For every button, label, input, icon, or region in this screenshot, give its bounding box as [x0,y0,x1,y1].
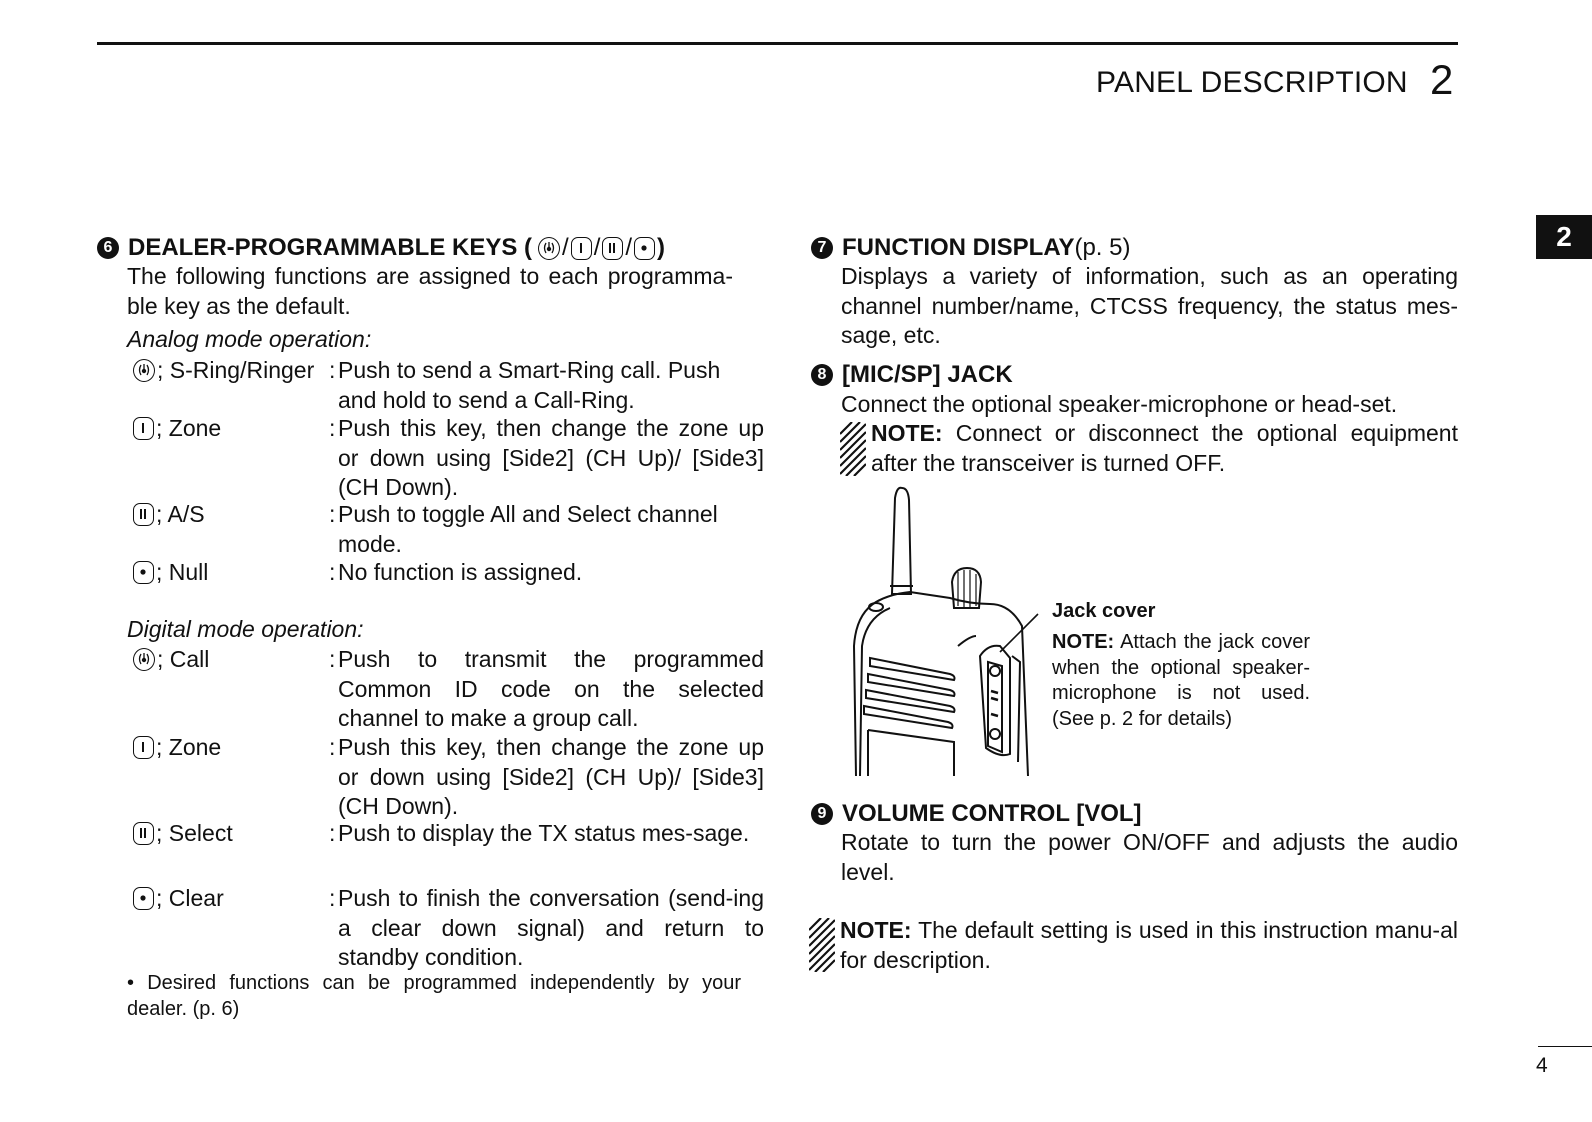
section-9-heading [811,800,1142,828]
section-6-title-end: ) [657,234,666,261]
analog-heading: Analog mode operation: [127,326,372,352]
key-ii-icon [133,822,154,845]
key-label [131,819,233,849]
ring-key-icon [538,237,560,260]
analog-label: ; Zone [156,415,222,441]
key-label [131,733,221,763]
key-i-icon [133,417,154,440]
transceiver-illustration [850,486,1060,776]
digital-label: ; Zone [156,734,222,760]
jack-cover-callout-note [1052,630,1310,732]
section-7-title: FUNCTION DISPLAY [842,234,1075,261]
key-label [131,500,205,530]
digital-row-clear [131,884,771,974]
section-6-title: DEALER-PROGRAMMABLE KEYS ( [128,234,533,261]
analog-desc: No function is assigned. [338,559,583,585]
section-7-heading [811,234,1130,262]
section-9-number: 9 [811,803,833,825]
key-label [131,356,314,386]
colon: : [329,357,336,383]
final-note [840,916,1458,975]
key-ii-icon [602,237,623,260]
key-separator: / [625,234,633,261]
section-7-number: 7 [811,237,833,259]
footer-rule [1538,1046,1592,1047]
chapter-side-tab: 2 [1536,215,1592,259]
analog-desc: Push this key, then change the zone up or down using [Side2] (CH Up)/ [Side3] (CH Down). [338,415,764,500]
note-text: Attach the jack cover when the optional speaker-microphone is not used. (See p. 2 for details) [1052,631,1310,730]
analog-label: ; A/S [156,501,205,527]
analog-desc: Push to send a Smart-Ring call. Push and hold to send a Call-Ring. [338,357,721,413]
key-ii-icon [133,503,154,526]
digital-label: ; Call [157,646,210,672]
key-dot-icon [634,237,655,260]
key-label [131,414,221,444]
colon: : [329,646,336,672]
colon: : [329,501,336,527]
digital-desc: Push this key, then change the zone up or down using [Side2] (CH Up)/ [Side3] (CH Down). [338,734,764,819]
key-dot-icon [133,561,154,584]
key-separator: / [593,234,601,261]
section-8-body: Connect the optional speaker-microphone or head-set. [841,391,1398,417]
digital-heading: Digital mode operation: [127,616,364,642]
colon: : [329,734,336,760]
note-text: Connect or disconnect the optional equipment after the transceiver is turned OFF. [871,420,1458,476]
section-8-note [871,419,1458,478]
note-text: The default setting is used in this instruction manu-al for description. [840,917,1458,973]
analog-row-sring [131,356,771,416]
analog-row-null [131,558,771,588]
analog-label: ; S-Ring/Ringer [157,357,315,383]
colon: : [329,415,336,441]
key-label [131,884,224,914]
header-rule [97,42,1458,45]
analog-row-as [131,500,771,560]
note-hatch-icon [809,918,835,972]
section-7-body: Displays a variety of information, such as an operating channel number/name, CTCSS frequency, the status mes-sage, etc. [841,263,1458,348]
key-dot-icon [133,887,154,910]
section-7-page-ref: (p. 5) [1074,234,1131,261]
section-8-number: 8 [811,364,833,386]
ring-key-icon [133,648,155,671]
key-i-icon [133,736,154,759]
ring-key-icon [133,359,155,382]
page-header-title: PANEL DESCRIPTION [1096,66,1408,99]
note-label: NOTE: [871,420,943,446]
key-label [131,645,209,675]
note-hatch-icon [840,422,866,476]
colon: : [329,820,336,846]
note-label: NOTE: [1052,631,1115,653]
digital-row-zone [131,733,771,823]
section-8-heading [811,361,1013,389]
analog-label: ; Null [156,559,209,585]
analog-row-zone [131,414,771,504]
analog-desc: Push to toggle All and Select channel mode. [338,501,718,557]
page-number: 4 [1536,1054,1548,1077]
section-6-footnote: • Desired functions can be programmed independently by your dealer. (p. 6) [127,972,741,1020]
section-9-title: VOLUME CONTROL [VOL] [842,800,1142,827]
key-i-icon [571,237,592,260]
digital-desc: Push to display the TX status mes-sage. [338,820,750,846]
chapter-number: 2 [1430,56,1454,103]
digital-label: ; Clear [156,885,224,911]
digital-label: ; Select [156,820,233,846]
digital-row-select [131,819,771,879]
colon: : [329,559,336,585]
section-6-heading [97,234,665,262]
key-separator: / [562,234,569,261]
section-9-body: Rotate to turn the power ON/OFF and adjusts the audio level. [841,829,1458,885]
digital-row-call [131,645,771,735]
section-8-title: [MIC/SP] JACK [842,361,1013,388]
colon: : [329,885,336,911]
section-6-intro: The following functions are assigned to each programma-ble key as the default. [127,263,733,319]
jack-cover-callout-title: Jack cover [1052,600,1156,622]
key-label [131,558,208,588]
digital-desc: Push to transmit the programmed Common ID code on the selected channel to make a group call. [338,646,764,731]
note-label: NOTE: [840,917,912,943]
digital-desc: Push to finish the conversation (send-ing a clear down signal) and return to standby condition. [338,885,764,970]
section-6-number: 6 [97,237,119,259]
